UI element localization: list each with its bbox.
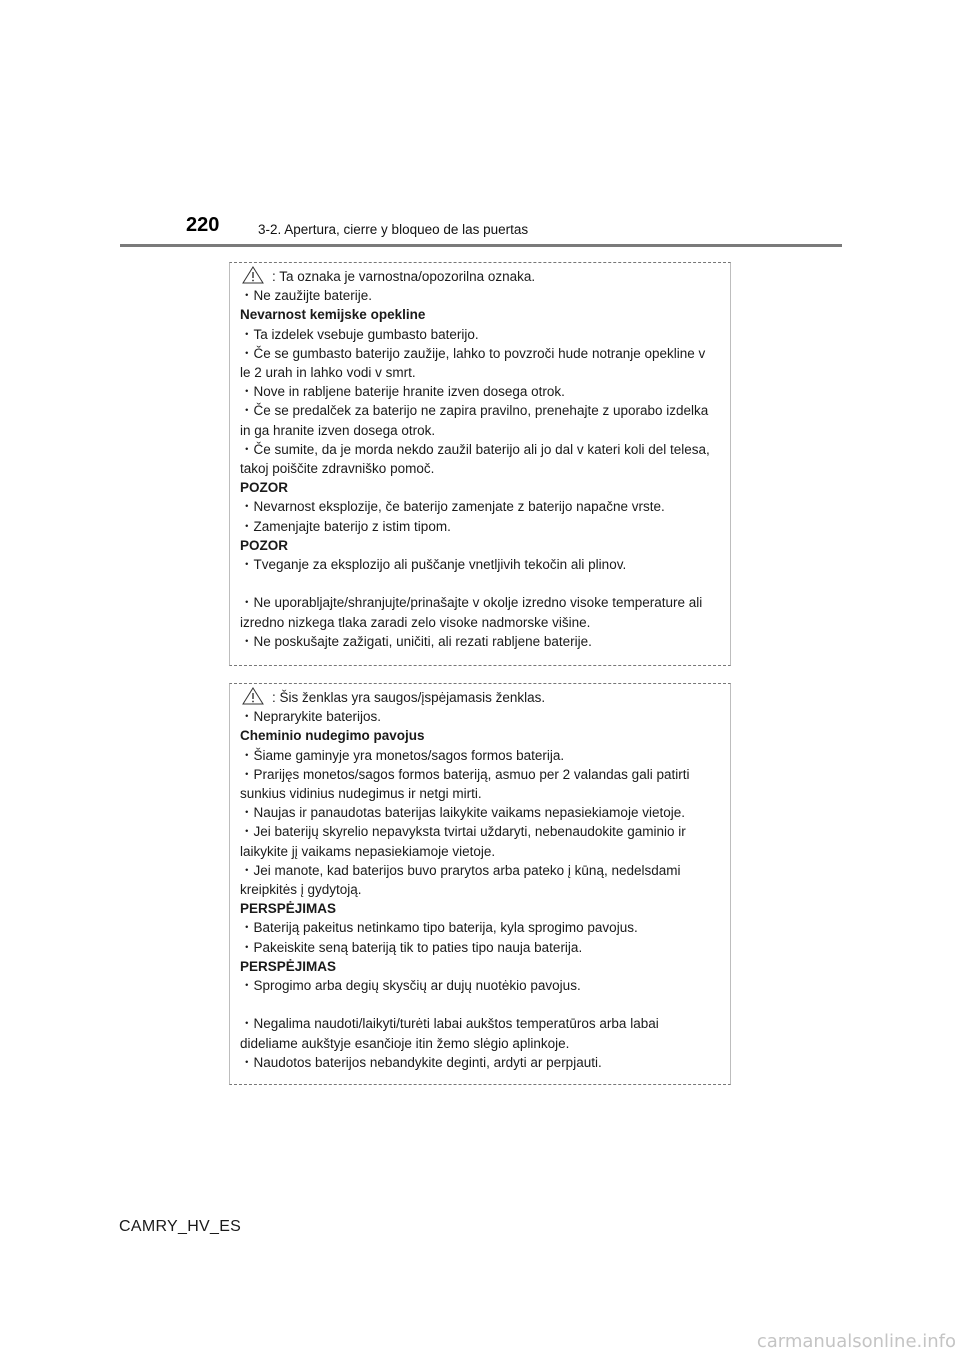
notice-line: ・Zamenjajte baterijo z istim tipom. (240, 518, 451, 534)
notice-line: ・Ne zaužijte baterije. (240, 288, 373, 304)
notice-line: ・Prarijęs monetos/sagos formos bateriją, asmuo per 2 valandas gali patirti (240, 766, 690, 782)
notice-line: ・Ne uporabljajte/shranjujte/prinašajte v okolje izredno visoke temperature ali (240, 595, 703, 611)
notice-line: ・Jei manote, kad baterijos buvo prarytos arba pateko į kūną, nedelsdami (240, 862, 681, 878)
notice-line: ・Naudotos baterijos nebandykite deginti, ardyti ar perpjauti. (240, 1054, 602, 1070)
notice-line: ・Če se predalček za baterijo ne zapira pravilno, prenehajte z uporabo izdelka (240, 403, 709, 419)
notice-line: ・Bateriją pakeitus netinkamo tipo baterija, kyla sprogimo pavojus. (240, 920, 638, 936)
footer-model-code: CAMRY_HV_ES (119, 1218, 242, 1235)
notice-line: sunkius vidinius nudegimus ir netgi mirti. (240, 786, 482, 802)
notice-heading: POZOR (240, 537, 289, 553)
notice-line: ・Jei baterijų skyrelio nepavyksta tvirtai uždaryti, nebenaudokite gaminio ir (240, 824, 686, 840)
notice-line: dideliame aukštyje esančioje itin žemo slėgio aplinkoje. (240, 1035, 570, 1051)
notice-heading: PERSPĖJIMAS (240, 958, 337, 974)
notice-line: kreipkitės į gydytoją. (240, 882, 362, 898)
notice-line: ・Neprarykite baterijos. (240, 709, 382, 725)
warning-line (240, 267, 720, 286)
notice-heading: POZOR (240, 480, 289, 496)
warning-line (240, 688, 720, 707)
notice-line: ・Če se gumbasto baterijo zaužije, lahko to povzroči hude notranje opekline v (240, 345, 706, 361)
page-number: 220 (186, 214, 220, 236)
warning-line-text: : Šis ženklas yra saugos/įspėjamasis ženklas. (272, 690, 546, 705)
notice-lines (240, 707, 720, 1072)
notice-line: ・Šiame gaminyje yra monetos/sagos formos baterija. (240, 747, 565, 763)
notice-box-slovenian (229, 262, 731, 666)
warning-triangle-icon (242, 266, 264, 284)
notice-line: ・Naujas ir panaudotas baterijas laikykite vaikams nepasiekiamoje vietoje. (240, 805, 685, 821)
notice-line: ・Tveganje za eksplozijo ali puščanje vnetljivih tekočin ali plinov. (240, 557, 627, 573)
notice-line: le 2 urah in lahko vodi v smrt. (240, 365, 416, 381)
notice-heading: Nevarnost kemijske opekline (240, 307, 426, 323)
notice-line: ・Pakeiskite seną bateriją tik to paties tipo nauja baterija. (240, 939, 583, 955)
notice-line: ・Ta izdelek vsebuje gumbasto baterijo. (240, 326, 479, 342)
warning-triangle-icon (242, 687, 264, 705)
header-rule (120, 244, 842, 247)
notice-line: ・Če sumite, da je morda nekdo zaužil baterijo ali jo dal v kateri koli del telesa, (240, 441, 710, 457)
notice-heading: Cheminio nudegimo pavojus (240, 728, 425, 744)
notice-line: takoj poiščite zdravniško pomoč. (240, 461, 435, 477)
notice-lines (240, 286, 720, 651)
notice-line: ・Sprogimo arba degių skysčių ar dujų nuotėkio pavojus. (240, 978, 581, 994)
notice-box-lithuanian (229, 683, 731, 1085)
notice-line: izredno nizkega tlaka zaradi zelo visoke nadmorske višine. (240, 614, 591, 630)
warning-line-text: : Ta oznaka je varnostna/opozorilna oznaka. (272, 269, 536, 284)
notice-line: ・Nevarnost eksplozije, če baterijo zamenjate z baterijo napačne vrste. (240, 499, 665, 515)
notice-line: in ga hranite izven dosega otrok. (240, 422, 436, 438)
section-title: 3-2. Apertura, cierre y bloqueo de las puertas (258, 222, 529, 237)
notice-heading: PERSPĖJIMAS (240, 901, 337, 917)
watermark: carmanualsonline.info (756, 1331, 956, 1352)
notice-line: ・Negalima naudoti/laikyti/turėti labai aukštos temperatūros arba labai (240, 1016, 659, 1032)
notice-line: laikykite jį vaikams nepasiekiamoje vietoje. (240, 843, 496, 859)
notice-line: ・Nove in rabljene baterije hranite izven dosega otrok. (240, 384, 565, 400)
notice-line: ・Ne poskušajte zažigati, uničiti, ali rezati rabljene baterije. (240, 633, 592, 649)
